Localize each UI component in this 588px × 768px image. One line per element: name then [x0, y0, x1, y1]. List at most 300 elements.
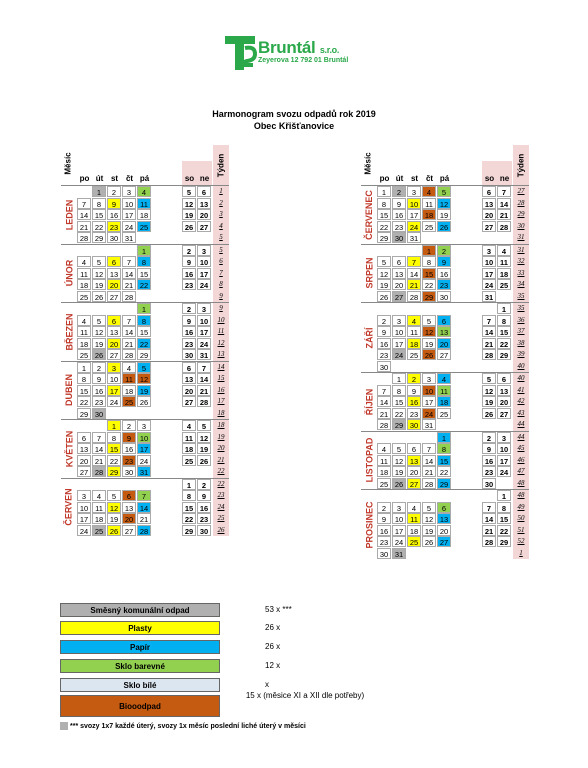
day-cell: 10 [77, 502, 91, 513]
day-cell: 18 [137, 209, 151, 220]
day-cell: 21 [122, 279, 136, 290]
day-cell: 17 [122, 209, 136, 220]
week-number: 39 [513, 349, 529, 361]
day-cell: 25 [77, 291, 91, 302]
day-cell: 10 [197, 315, 211, 326]
day-cell: 5 [92, 315, 106, 326]
day-cell: 2 [107, 186, 121, 197]
day-cell: 18 [122, 385, 136, 396]
day-cell: 18 [182, 443, 196, 454]
day-cell: 11 [497, 256, 511, 267]
week-number: 14 [213, 362, 229, 374]
day-cell: 18 [77, 279, 91, 290]
day-cell: 4 [137, 186, 151, 197]
day-cell: 19 [197, 443, 211, 454]
day-cell: 1 [107, 420, 121, 431]
day-cell: 11 [182, 432, 196, 443]
month-column-label: Měsíc [63, 151, 73, 175]
day-cell: 3 [392, 315, 406, 326]
day-cell: 2 [92, 362, 106, 373]
day-cell: 31 [392, 548, 406, 559]
day-cell [197, 291, 211, 302]
day-cell: 7 [482, 502, 496, 513]
week-row [61, 326, 229, 338]
day-cell: 9 [407, 385, 421, 396]
day-cell: 8 [377, 198, 391, 209]
week-row [61, 245, 229, 257]
week-number: 15 [213, 373, 229, 385]
day-cell: 14 [422, 455, 436, 466]
day-cell: 29 [182, 525, 196, 536]
day-cell: 2 [437, 245, 451, 256]
day-cell [392, 432, 406, 443]
day-cell: 13 [182, 373, 196, 384]
day-cell: 19 [92, 338, 106, 349]
day-cell: 21 [482, 525, 496, 536]
day-cell: 21 [482, 338, 496, 349]
day-cell: 17 [482, 268, 496, 279]
month-name-label: ŘÍJEN [364, 388, 375, 416]
week-number: 41 [513, 385, 529, 397]
day-cell: 9 [437, 256, 451, 267]
day-cell: 2 [407, 373, 421, 384]
legend-value: 12 x [265, 661, 281, 670]
day-cell: 6 [437, 502, 451, 513]
week-row [361, 490, 529, 502]
day-cell: 12 [182, 198, 196, 209]
day-cell: 1 [137, 303, 151, 314]
day-cell: 25 [497, 279, 511, 290]
day-cell [137, 291, 151, 302]
calendar-header [361, 145, 529, 185]
day-cell: 1 [92, 186, 106, 197]
week-number: 19 [213, 432, 229, 444]
day-cell: 11 [77, 268, 91, 279]
day-cell: 15 [392, 396, 406, 407]
day-cell: 11 [137, 198, 151, 209]
day-cell: 8 [137, 256, 151, 267]
day-cell: 24 [197, 338, 211, 349]
day-cell: 13 [497, 385, 511, 396]
day-cell: 12 [392, 455, 406, 466]
day-cell: 17 [422, 396, 436, 407]
week-number: 43 [513, 408, 529, 420]
day-cell: 3 [497, 432, 511, 443]
week-number: 48 [513, 478, 529, 490]
day-cell: 20 [437, 525, 451, 536]
day-cell: 20 [482, 209, 496, 220]
day-cell: 29 [137, 349, 151, 360]
day-cell: 30 [197, 525, 211, 536]
week-row [61, 256, 229, 268]
day-cell [392, 490, 406, 501]
week-number: 21 [213, 455, 229, 467]
day-cell: 14 [482, 326, 496, 337]
day-cell: 18 [377, 466, 391, 477]
day-cell: 21 [92, 455, 106, 466]
day-cell [377, 245, 391, 256]
week-row [61, 303, 229, 315]
day-header-st: st [410, 174, 419, 183]
day-cell: 5 [482, 373, 496, 384]
legend-value: 26 x [265, 642, 281, 651]
day-cell: 13 [407, 455, 421, 466]
day-cell: 15 [422, 268, 436, 279]
day-cell: 4 [407, 315, 421, 326]
legend-value: x [265, 680, 269, 689]
day-cell: 25 [137, 221, 151, 232]
day-cell: 16 [182, 268, 196, 279]
day-cell: 12 [197, 432, 211, 443]
day-cell: 23 [377, 536, 391, 547]
day-cell: 10 [107, 373, 121, 384]
day-cell: 20 [197, 209, 211, 220]
day-cell [422, 490, 436, 501]
day-cell: 6 [482, 186, 496, 197]
day-cell [122, 245, 136, 256]
day-cell: 13 [437, 326, 451, 337]
day-cell: 27 [437, 349, 451, 360]
day-cell: 6 [437, 315, 451, 326]
week-number: 20 [213, 443, 229, 455]
day-cell: 15 [497, 513, 511, 524]
day-cell: 11 [92, 502, 106, 513]
day-cell [77, 186, 91, 197]
week-number: 49 [513, 502, 529, 514]
week-number: 35 [513, 291, 529, 303]
day-cell: 21 [497, 209, 511, 220]
week-number: 37 [513, 326, 529, 338]
day-cell: 9 [182, 315, 196, 326]
week-number: 31 [513, 232, 529, 244]
day-cell: 19 [137, 385, 151, 396]
week-number: 26 [213, 525, 229, 537]
day-cell: 14 [482, 513, 496, 524]
week-number: 10 [213, 315, 229, 327]
month-name-label: PROSINEC [364, 500, 375, 549]
week-row [361, 209, 529, 221]
day-cell: 30 [122, 466, 136, 477]
week-number: 48 [513, 490, 529, 502]
week-number: 18 [213, 408, 229, 420]
day-cell: 19 [182, 209, 196, 220]
day-cell [497, 419, 511, 430]
day-cell: 27 [497, 408, 511, 419]
week-row [61, 432, 229, 444]
day-cell: 30 [482, 478, 496, 489]
day-cell: 26 [377, 291, 391, 302]
week-number: 9 [213, 291, 229, 303]
day-cell: 30 [377, 361, 391, 372]
day-cell: 11 [407, 513, 421, 524]
day-cell: 21 [137, 513, 151, 524]
week-number: 12 [213, 338, 229, 350]
day-cell: 16 [197, 502, 211, 513]
month-block [61, 419, 229, 478]
day-cell: 30 [392, 232, 406, 243]
day-cell: 4 [92, 490, 106, 501]
week-number: 51 [513, 525, 529, 537]
footnote: *** svozy 1x7 každé úterý, svozy 1x měsíc poslední liché úterý v měsíci [60, 722, 306, 730]
day-cell: 22 [377, 221, 391, 232]
day-cell: 5 [182, 186, 196, 197]
day-cell [92, 420, 106, 431]
day-cell [122, 479, 136, 490]
day-cell [107, 408, 121, 419]
week-row [61, 291, 229, 303]
day-cell: 22 [497, 338, 511, 349]
day-cell: 22 [392, 408, 406, 419]
day-cell: 24 [482, 279, 496, 290]
day-cell [437, 232, 451, 243]
day-cell: 28 [197, 396, 211, 407]
day-cell: 19 [107, 513, 121, 524]
day-cell: 1 [422, 245, 436, 256]
week-row [361, 466, 529, 478]
day-cell: 17 [407, 209, 421, 220]
day-cell: 18 [407, 338, 421, 349]
day-cell: 5 [92, 256, 106, 267]
day-cell: 19 [482, 396, 496, 407]
legend-item-brown: Biooodpad [60, 695, 220, 717]
day-cell: 15 [92, 209, 106, 220]
day-header-so: so [182, 161, 197, 185]
week-row [61, 396, 229, 408]
day-header-čt: čt [425, 174, 434, 183]
week-row [61, 455, 229, 467]
legend-item-yellow: Plasty [60, 621, 220, 635]
week-row [361, 478, 529, 490]
day-cell: 31 [197, 349, 211, 360]
day-cell: 1 [392, 373, 406, 384]
week-row [61, 268, 229, 280]
day-cell [482, 361, 496, 372]
day-cell: 19 [437, 209, 451, 220]
day-cell [392, 361, 406, 372]
week-row [361, 256, 529, 268]
day-header-ne: ne [197, 161, 212, 185]
day-cell: 9 [392, 198, 406, 209]
day-cell [182, 291, 196, 302]
week-row [361, 291, 529, 303]
week-number: 24 [213, 502, 229, 514]
day-cell: 4 [77, 315, 91, 326]
day-cell: 28 [122, 291, 136, 302]
day-cell: 28 [137, 525, 151, 536]
day-cell: 20 [407, 466, 421, 477]
day-cell [497, 291, 511, 302]
day-cell: 6 [182, 362, 196, 373]
day-cell: 25 [422, 221, 436, 232]
month-block [361, 372, 529, 431]
day-cell [422, 548, 436, 559]
week-row [61, 385, 229, 397]
day-cell: 26 [92, 291, 106, 302]
day-cell: 22 [437, 466, 451, 477]
day-cell: 28 [122, 349, 136, 360]
week-column-header [213, 145, 229, 185]
day-cell: 8 [182, 490, 196, 501]
ts-logo-icon [223, 34, 259, 74]
day-cell: 25 [77, 349, 91, 360]
day-cell: 26 [197, 455, 211, 466]
week-row [61, 408, 229, 420]
week-column-label: Týden [516, 153, 526, 177]
day-cell [392, 245, 406, 256]
day-cell: 7 [407, 256, 421, 267]
day-cell: 19 [422, 338, 436, 349]
week-row [361, 502, 529, 514]
day-cell: 5 [422, 315, 436, 326]
day-cell: 18 [437, 396, 451, 407]
day-cell: 20 [122, 513, 136, 524]
day-cell: 12 [107, 502, 121, 513]
day-cell: 24 [392, 536, 406, 547]
day-cell [137, 408, 151, 419]
day-cell: 17 [497, 455, 511, 466]
day-cell: 15 [107, 443, 121, 454]
day-cell: 9 [482, 443, 496, 454]
week-number: 52 [513, 536, 529, 548]
day-cell: 20 [107, 279, 121, 290]
day-cell: 9 [377, 513, 391, 524]
day-cell: 31 [407, 232, 421, 243]
week-number: 1 [213, 186, 229, 198]
day-cell: 21 [77, 221, 91, 232]
day-cell [107, 479, 121, 490]
day-cell [497, 548, 511, 559]
day-cell: 20 [107, 338, 121, 349]
day-cell: 8 [77, 373, 91, 384]
week-row [61, 315, 229, 327]
week-row [61, 232, 229, 244]
day-cell: 25 [437, 408, 451, 419]
week-row [61, 525, 229, 537]
day-cell [422, 303, 436, 314]
day-cell: 9 [92, 373, 106, 384]
day-cell: 3 [137, 420, 151, 431]
day-cell: 24 [122, 221, 136, 232]
month-block [61, 244, 229, 303]
day-cell: 3 [422, 373, 436, 384]
month-name-label: LEDEN [64, 199, 75, 231]
day-cell: 23 [197, 513, 211, 524]
day-cell: 13 [197, 198, 211, 209]
day-cell: 23 [437, 279, 451, 290]
week-number: 47 [513, 466, 529, 478]
day-cell [407, 432, 421, 443]
week-row [61, 443, 229, 455]
day-cell: 24 [137, 455, 151, 466]
week-row [61, 338, 229, 350]
day-cell: 10 [392, 513, 406, 524]
day-cell [407, 490, 421, 501]
day-cell: 22 [92, 221, 106, 232]
day-cell: 15 [437, 455, 451, 466]
day-cell: 7 [497, 186, 511, 197]
day-cell: 28 [482, 536, 496, 547]
month-block [61, 478, 229, 537]
day-cell: 18 [497, 268, 511, 279]
day-cell: 17 [77, 513, 91, 524]
day-cell: 30 [437, 291, 451, 302]
week-number: 42 [513, 396, 529, 408]
week-row [361, 373, 529, 385]
day-cell: 23 [182, 338, 196, 349]
week-number: 1 [513, 548, 529, 560]
day-cell [137, 232, 151, 243]
day-cell: 5 [392, 443, 406, 454]
day-cell [377, 490, 391, 501]
day-cell: 23 [392, 221, 406, 232]
day-cell: 3 [407, 186, 421, 197]
day-cell [182, 466, 196, 477]
month-column-label: Měsíc [363, 151, 373, 175]
day-cell: 20 [437, 338, 451, 349]
week-row [361, 279, 529, 291]
week-number: 29 [513, 209, 529, 221]
day-cell: 25 [122, 396, 136, 407]
day-cell [497, 232, 511, 243]
week-number: 46 [513, 455, 529, 467]
day-cell: 14 [122, 326, 136, 337]
day-cell: 7 [422, 443, 436, 454]
day-cell [497, 478, 511, 489]
week-row [61, 349, 229, 361]
week-number: 11 [213, 326, 229, 338]
day-cell: 19 [392, 466, 406, 477]
day-cell: 18 [422, 209, 436, 220]
legend-value: 53 x *** [265, 605, 292, 614]
day-cell: 16 [92, 385, 106, 396]
day-cell: 16 [482, 455, 496, 466]
day-cell: 11 [437, 385, 451, 396]
day-cell: 24 [107, 396, 121, 407]
day-cell: 3 [392, 502, 406, 513]
day-cell [407, 548, 421, 559]
day-header-út: út [395, 174, 404, 183]
day-cell: 1 [77, 362, 91, 373]
day-cell: 12 [137, 373, 151, 384]
day-cell: 25 [407, 349, 421, 360]
week-row [361, 326, 529, 338]
day-cell: 30 [407, 419, 421, 430]
week-number: 3 [213, 209, 229, 221]
day-header-čt: čt [125, 174, 134, 183]
day-cell [77, 479, 91, 490]
month-name-label: ZÁŘÍ [364, 327, 374, 348]
week-number: 45 [513, 443, 529, 455]
day-cell: 10 [422, 385, 436, 396]
day-cell: 10 [137, 432, 151, 443]
week-row [361, 186, 529, 198]
month-block [361, 185, 529, 244]
day-cell: 20 [497, 396, 511, 407]
day-cell [77, 245, 91, 256]
day-cell: 29 [497, 536, 511, 547]
day-cell: 20 [392, 279, 406, 290]
week-number: 33 [513, 268, 529, 280]
day-cell: 1 [497, 490, 511, 501]
day-header-st: st [110, 174, 119, 183]
day-cell: 5 [437, 186, 451, 197]
month-name-label: LISTOPAD [364, 437, 375, 483]
day-cell: 21 [122, 338, 136, 349]
day-cell: 23 [482, 466, 496, 477]
day-cell: 13 [107, 268, 121, 279]
week-row [361, 268, 529, 280]
week-row [361, 385, 529, 397]
